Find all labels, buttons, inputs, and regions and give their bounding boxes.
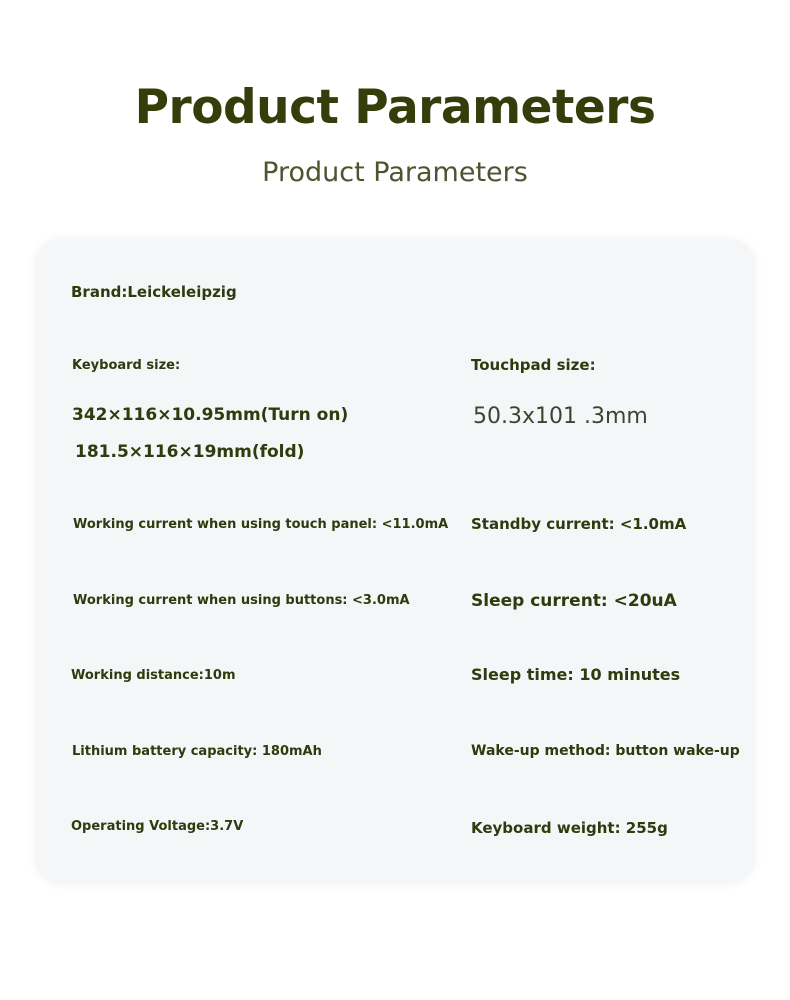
keyboard-size-label: Keyboard size:	[72, 358, 181, 373]
sleep-time: Sleep time: 10 minutes	[471, 665, 681, 684]
page-subtitle: Product Parameters	[262, 157, 528, 188]
keyboard-weight: Keyboard weight: 255g	[471, 819, 668, 837]
working-current-buttons: Working current when using buttons: <3.0mA	[73, 593, 410, 608]
keyboard-size-fold: 181.5×116×19mm(fold)	[75, 442, 305, 462]
operating-voltage: Operating Voltage:3.7V	[71, 819, 244, 834]
sleep-current: Sleep current: <20uA	[471, 591, 677, 611]
standby-current: Standby current: <1.0mA	[471, 515, 687, 533]
wakeup-method: Wake-up method: button wake-up	[471, 743, 740, 759]
page-title: Product Parameters	[134, 80, 656, 135]
parameters-card	[35, 239, 755, 884]
brand-text: Brand:Leickeleipzig	[71, 283, 237, 301]
touchpad-size-label: Touchpad size:	[471, 356, 596, 374]
working-distance: Working distance:10m	[71, 668, 236, 683]
touchpad-size-value: 50.3x101 .3mm	[473, 404, 648, 429]
working-current-touch: Working current when using touch panel: <11.0mA	[73, 517, 449, 532]
battery-capacity: Lithium battery capacity: 180mAh	[72, 744, 322, 759]
keyboard-size-turn-on: 342×116×10.95mm(Turn on)	[72, 405, 349, 425]
